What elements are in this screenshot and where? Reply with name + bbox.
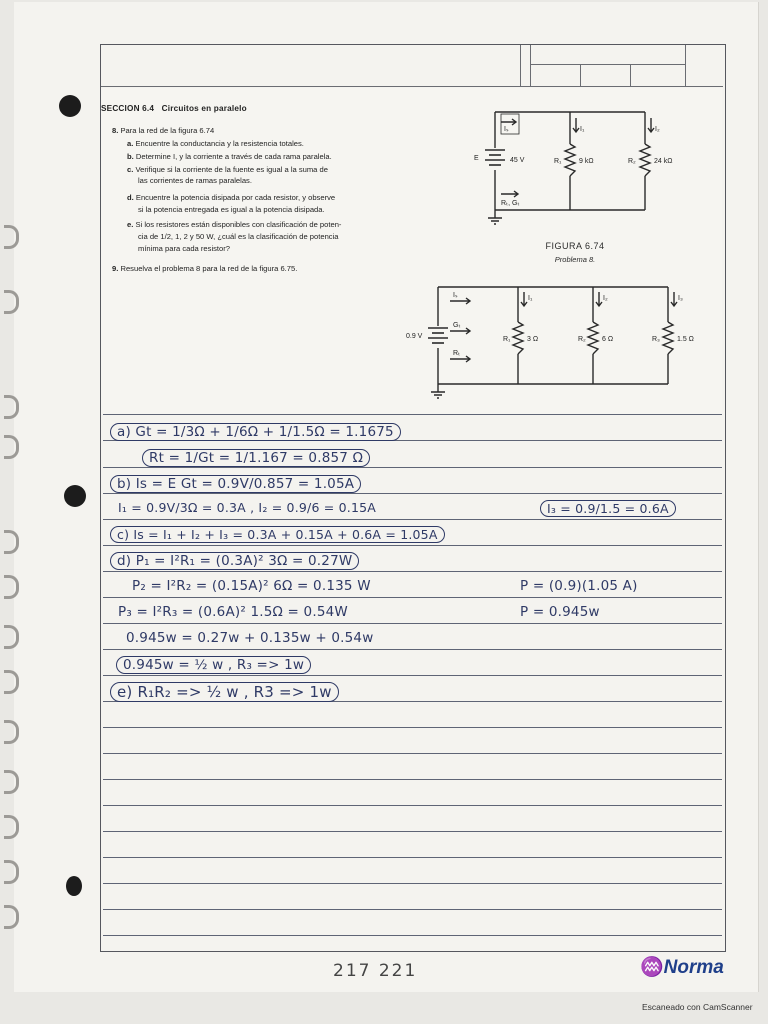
arrow-i2 (596, 292, 602, 306)
current-label-rt: Rₜ (453, 350, 461, 357)
ruled-line (103, 414, 722, 415)
hw-line: Rt = 1/Gt = 1/1.167 = 0.857 Ω (142, 449, 370, 467)
binder-hole-middle (64, 485, 86, 507)
current-label-i3: I₃ (678, 295, 683, 302)
r1-value: 9 kΩ (579, 158, 594, 165)
page-numbers: 217 221 (333, 961, 418, 981)
current-label-i1: I₁ (580, 126, 585, 133)
current-label-is: Iₛ (453, 292, 458, 299)
ruled-line (103, 623, 722, 624)
current-label-i2: I₂ (603, 295, 608, 302)
hw-line: P₂ = I²R₂ = (0.15A)² 6Ω = 0.135 W (132, 578, 371, 594)
problem-line: si la potencia entregada es igual a la potencia disipada. (138, 205, 325, 214)
binder-hole-bottom (66, 876, 82, 896)
circuit-figure-6-75 (400, 280, 700, 410)
scanner-watermark: Escaneado con CamScanner (642, 1002, 753, 1012)
resistor-r1-zigzag (565, 144, 575, 176)
hw-line: b) Is = E Gt = 0.9V/0.857 = 1.05A (110, 475, 361, 493)
resistor-r1-zigzag (513, 322, 523, 354)
ruled-line (103, 519, 722, 520)
header-box-separator (685, 45, 686, 86)
battery-symbol (485, 150, 505, 165)
source-value: 0.9 V (406, 333, 423, 340)
header-box-separator (580, 64, 581, 86)
ruled-line (103, 779, 722, 780)
ruled-line (103, 805, 722, 806)
logo-mark-icon: ♒ (640, 957, 664, 978)
ground-symbol (431, 392, 445, 398)
ruled-line (103, 649, 722, 650)
ruled-line (103, 753, 722, 754)
ruled-line (103, 467, 722, 468)
r1-value: 3 Ω (527, 336, 539, 343)
ruled-line (103, 493, 722, 494)
source-value: 45 V (510, 157, 525, 164)
figure-caption: FIGURA 6.74 (545, 241, 605, 251)
header-box-separator (530, 45, 531, 86)
brand-name: Norma (663, 957, 724, 978)
ground-symbol (488, 218, 502, 224)
r3-value: 1.5 Ω (677, 336, 694, 343)
section-number: SECCION 6.4 (101, 104, 155, 113)
header-box-separator (630, 64, 631, 86)
current-label-i2: I₂ (655, 126, 660, 133)
resistor-r2-zigzag (588, 322, 598, 354)
section-heading (101, 104, 247, 113)
problem-line: 9. Resuelva el problema 8 para la red de la figura 6.75. (112, 264, 298, 273)
ruled-line (103, 935, 722, 936)
current-label-gt: Gₜ (453, 322, 461, 329)
resistor-r2-zigzag (640, 144, 650, 176)
ruled-line (103, 571, 722, 572)
problem-line: b. Determine I, y la corriente a través de cada rama paralela. (127, 152, 332, 161)
arrow-rt (501, 191, 518, 197)
arrow-i1 (573, 118, 579, 132)
problem-line: a. Encuentre la conductancia y la resistencia totales. (127, 139, 304, 148)
problem-line: las corrientes de ramas paralelas. (138, 176, 252, 185)
problem-line: c. Verifique si la corriente de la fuente es igual a la suma de (127, 165, 328, 174)
arrow-is (501, 119, 516, 125)
hw-line: a) Gt = 1/3Ω + 1/6Ω + 1/1.5Ω = 1.1675 (110, 423, 401, 441)
rt-gt-label: Rₜ, Gₜ (501, 200, 520, 207)
ruled-line (103, 831, 722, 832)
r1-label: R₁ (503, 336, 511, 343)
hw-line: P = 0.945w (520, 604, 600, 620)
hw-line: 0.945w = ½ w , R₃ => 1w (116, 656, 311, 674)
resistor-r3-zigzag (663, 322, 673, 354)
hw-line: P₃ = I²R₃ = (0.6A)² 1.5Ω = 0.54W (118, 604, 348, 620)
problem-line: d. Encuentre la potencia disipada por cada resistor, y observe (127, 193, 336, 202)
circuit-figure-6-74 (470, 100, 690, 230)
arrow-i1 (521, 292, 527, 306)
r2-value: 6 Ω (602, 336, 614, 343)
r2-value: 24 kΩ (654, 158, 673, 165)
problem-line: cia de 1/2, 1, 2 y 50 W, ¿cuál es la clasificación de potencia (138, 232, 339, 241)
problem-line: e. Si los resistores están disponibles con clasificación de poten- (127, 220, 342, 229)
section-title: Circuitos en paralelo (161, 104, 247, 113)
r2-label: R₂ (578, 336, 586, 343)
header-box-separator (520, 45, 521, 86)
ruled-line (103, 857, 722, 858)
arrow-i3 (671, 292, 677, 306)
ruled-line (103, 883, 722, 884)
hw-line: d) P₁ = I²R₁ = (0.3A)² 3Ω = 0.27W (110, 552, 359, 570)
hw-line: I₁ = 0.9V/3Ω = 0.3A , I₂ = 0.9/6 = 0.15A (118, 500, 376, 515)
hw-line: c) Is = I₁ + I₂ + I₃ = 0.3A + 0.15A + 0.6A = 1.05A (110, 526, 445, 543)
binder-hole-top (59, 95, 81, 117)
current-label-is: Iₛ (504, 126, 509, 133)
hw-line: I₃ = 0.9/1.5 = 0.6A (540, 500, 676, 517)
figure-subcaption: Problema 8. (554, 255, 596, 264)
current-label-i1: I₁ (528, 295, 533, 302)
r2-label: R₂ (628, 158, 636, 165)
hw-line: P = (0.9)(1.05 A) (520, 578, 638, 594)
hw-line: e) R₁R₂ => ½ w , R3 => 1w (110, 682, 339, 702)
problem-line: mínima para cada resistor? (138, 244, 231, 253)
ruled-line (103, 597, 722, 598)
ruled-line (103, 545, 722, 546)
source-label: E (474, 155, 479, 162)
battery-symbol (428, 328, 448, 343)
ruled-line (103, 675, 722, 676)
r1-label: R₁ (554, 158, 562, 165)
ruled-line (103, 727, 722, 728)
problem-line: 8. Para la red de la figura 6.74 (112, 126, 215, 135)
ruled-line (103, 909, 722, 910)
norma-logo (640, 955, 724, 979)
hw-line: 0.945w = 0.27w + 0.135w + 0.54w (126, 630, 374, 646)
r3-label: R₃ (652, 336, 660, 343)
arrow-i2 (648, 118, 654, 132)
header-box-rule (530, 64, 685, 65)
